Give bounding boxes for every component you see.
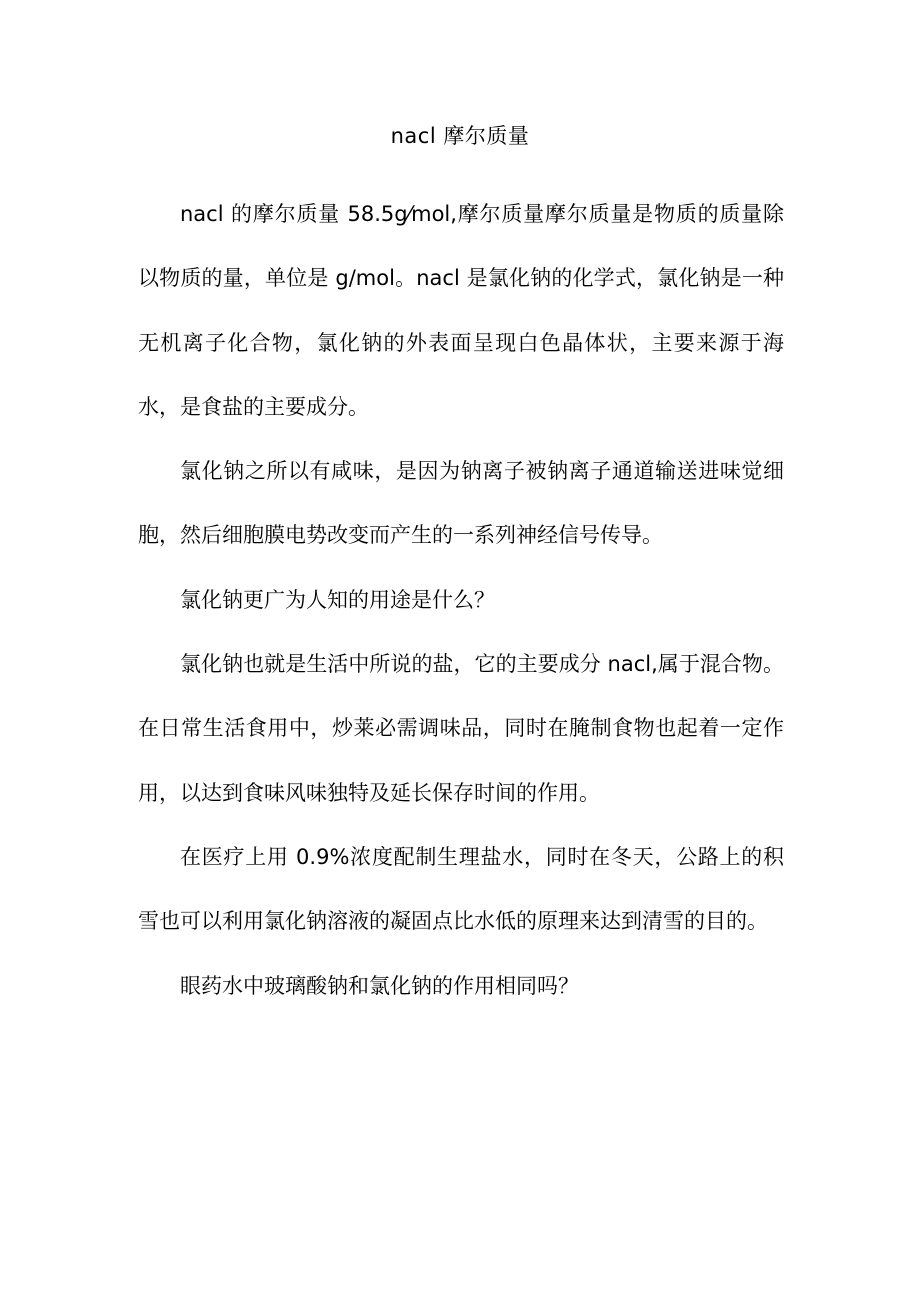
paragraph-daily-life: 氯化钠也就是生活中所说的盐，它的主要成分 nacl,属于混合物。在日常生活食用中，炒莱必需调味品，同时在腌制食物也起着一定作用，以达到食味风味独特及延长保存时间的作用。 xyxy=(138,652,784,805)
paragraph-molar-mass: nacl 的摩尔质量 58.5g⁄mol,摩尔质量摩尔质量是物质的质量除以物质的量，单位是 g/mol。nacl 是氯化钠的化学式，氯化钠是一种无机离子化合物，氯化钠的外表面呈现白色晶体状，主要来源于海水，是食盐的主要成分。 xyxy=(138,202,784,419)
paragraph-medical-use: 在医疗上用 0.9%浓度配制生理盐水，同时在冬天，公路上的积雪也可以利用氯化钠溶液的凝固点比水低的原理来达到清雪的目的。 xyxy=(138,844,784,934)
document-body xyxy=(138,182,784,1018)
document-title: nacl 摩尔质量 xyxy=(390,124,530,148)
paragraph-question-uses: 氯化钠更广为人知的用途是什么？ xyxy=(180,587,495,612)
paragraph-salty-taste: 氯化钠之所以有咸味，是因为钠离子被钠离子通道输送进味觉细胞，然后细胞膜电势改变而产生的一系列神经信号传导。 xyxy=(138,459,784,548)
paragraph-question-eyedrops: 眼药水中玻璃酸钠和氯化钠的作用相同吗？ xyxy=(180,973,579,998)
